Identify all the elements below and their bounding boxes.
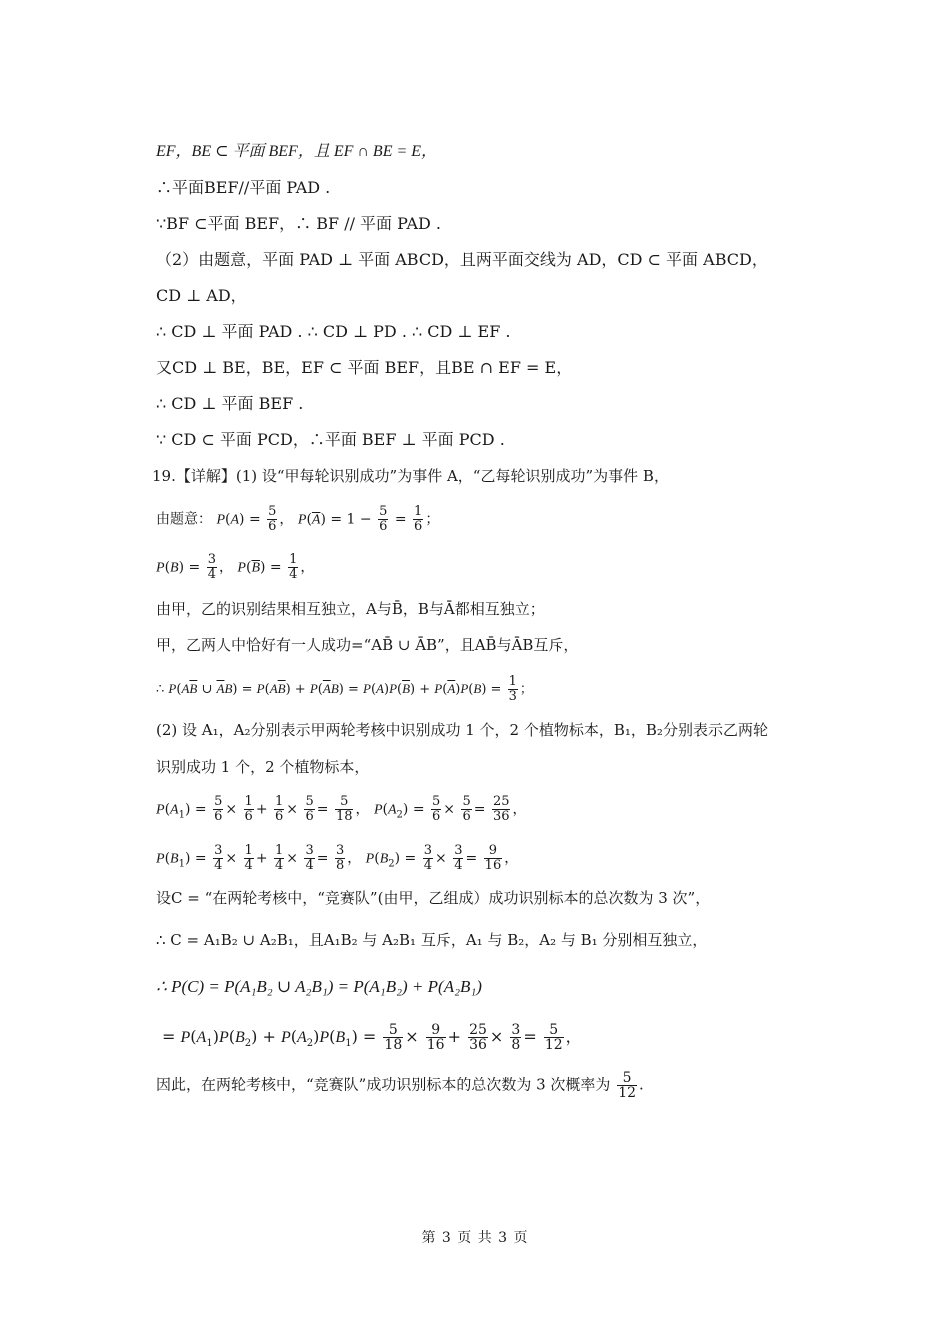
fraction: $\frac{5}{12}$: [618, 1070, 637, 1101]
fraction: $\frac{9}{16}$: [484, 843, 502, 873]
fraction: $\frac{1}{6}$: [414, 504, 423, 534]
text-line: ∴ C = A₁B₂ ∪ A₂B₁，且A₁B₂ 与 A₂B₁ 互斥，A₁ 与 B₂，A₂ 与 B₁ 分别相互独立，: [156, 931, 708, 949]
formula-line: 由题意： P(A) = $\frac{5}{6}$ ， $P(\overline{A}) = 1$ − $\frac{5}{6}$ = $\frac{1}{6}$ ；: [156, 504, 440, 534]
fraction: $\frac{9}{16}$: [426, 1022, 445, 1053]
fraction: $\frac{3}{4}$: [423, 843, 433, 873]
text-line: 设C = “在两轮考核中，“竞赛队”(由甲，乙组成）成功识别标本的总次数为 3 次”，: [156, 889, 711, 907]
text-line: ∴ CD ⊥ 平面 BEF .: [156, 394, 304, 413]
formula-line: ∴ $P(A\overline{B}$ ∪ $\overline{A}B) = P(A\overline{B}) + P(\overline{A}B) = P(A)P(\overline{B}) + P(\overline{A})P(B)$ = $\frac{1}{3}$ ；: [156, 674, 533, 704]
fraction: $\frac{25}{36}$: [492, 794, 510, 824]
fraction: $\frac{1}{4}$: [244, 843, 253, 873]
text-line: 甲，乙两人中恰好有一人成功=“AB̄ ∪ ĀB”，且AB̄与ĀB互斥，: [156, 636, 579, 654]
page-footer: 第 3 页 共 3 页: [421, 1230, 529, 1246]
text-line: ∴平面BEF//平面 PAD .: [156, 178, 331, 197]
fraction: $\frac{1}{4}$: [289, 552, 298, 582]
text-line: ∴ P(C) = P(A₁B₂ ∪ A₂B₁) = P(A₁B₂) + P(A₂B₁): [156, 977, 482, 996]
fraction: $\frac{5}{18}$: [384, 1022, 403, 1053]
fraction: $\frac{5}{6}$: [379, 504, 388, 534]
fraction: $\frac{5}{18}$: [335, 794, 353, 824]
fraction: $\frac{5}{6}$: [268, 504, 277, 534]
formula-line: = $P(A_1)P(B_2) + P(A_2)P(B_1)$ = $\frac{5}{18}$ × $\frac{9}{16}$ + $\frac{25}{36}$ × $\frac{3}{8}$ = $\frac{5}{12}$ ，: [162, 1022, 582, 1053]
fraction: $\frac{1}{6}$: [275, 794, 284, 824]
fraction: $\frac{1}{6}$: [244, 794, 253, 824]
fraction: $\frac{3}{4}$: [214, 843, 223, 873]
text-line: CD ⊥ AD，: [156, 286, 247, 305]
text-line: （2）由题意，平面 PAD ⊥ 平面 ABCD，且两平面交线为 AD，CD ⊂ 平面 ABCD，: [156, 250, 768, 269]
formula-line: $P(A_1)$ = $\frac{5}{6}$ × $\frac{1}{6}$ + $\frac{1}{6}$ × $\frac{5}{6}$ = $\frac{5}{18}$ ， $P(A_2)$ = $\frac{5}{6}$ × $\frac{5}{6}$ = $\frac{25}{36}$ ，: [156, 794, 527, 824]
text-line: ∵ CD ⊂ 平面 PCD，∴平面 BEF ⊥ 平面 PCD .: [156, 430, 505, 449]
text-prefix: 因此，在两轮考核中，“竞赛队”成功识别标本的总次数为 3 次概率为: [156, 1075, 611, 1094]
fraction: $\frac{5}{6}$: [214, 794, 223, 824]
fraction: $\frac{3}{4}$: [207, 552, 216, 582]
formula-line: P(B) = $\frac{3}{4}$ ， $P(\overline{B})$ = $\frac{1}{4}$ ，: [156, 552, 315, 582]
text-line: 由甲，乙的识别结果相互独立，A与B̄，B与Ā都相互独立；: [156, 600, 545, 618]
fraction: $\frac{3}{4}$: [305, 843, 314, 873]
fraction: $\frac{5}{6}$: [432, 794, 441, 824]
text-line: ∵BF ⊂平面 BEF，∴ BF // 平面 PAD .: [156, 214, 441, 233]
text-line: ∴ CD ⊥ 平面 PAD . ∴ CD ⊥ PD . ∴ CD ⊥ EF .: [156, 322, 511, 341]
text-prefix: 由题意：: [156, 511, 212, 528]
fraction: $\frac{3}{8}$: [335, 843, 345, 873]
text-line: (2) 设 A₁，A₂分别表示甲两轮考核中识别成功 1 个，2 个植物标本，B₁，B₂分别表示乙两轮: [156, 721, 768, 739]
text-line: 又CD ⊥ BE，BE，EF ⊂ 平面 BEF，且BE ∩ EF = E，: [156, 358, 573, 377]
fraction: $\frac{3}{8}$: [511, 1022, 521, 1053]
fraction: $\frac{5}{12}$: [544, 1022, 563, 1053]
fraction: $\frac{25}{36}$: [469, 1022, 487, 1053]
formula-line: $P(B_1)$ = $\frac{3}{4}$ × $\frac{1}{4}$ + $\frac{1}{4}$ × $\frac{3}{4}$ = $\frac{3}{8}$ ， $P(B_2)$ = $\frac{3}{4}$ × $\frac{3}{4}$ = $\frac{9}{16}$ ，: [156, 843, 519, 873]
fraction: $\frac{3}{4}$: [454, 843, 463, 873]
fraction: $\frac{5}{6}$: [305, 794, 314, 824]
text-line: EF，BE ⊂ 平面 BEF，且 EF ∩ BE = E，: [156, 143, 438, 160]
formula-line: 因此，在两轮考核中，“竞赛队”成功识别标本的总次数为 3 次概率为 $\frac{5}{12}$ .: [156, 1070, 644, 1101]
text-line: 识别成功 1 个，2 个植物标本，: [156, 758, 370, 776]
fraction: $\frac{1}{4}$: [275, 843, 284, 873]
text-line: 19.【详解】(1) 设“甲每轮识别成功”为事件 A，“乙每轮识别成功”为事件 B，: [152, 467, 669, 485]
fraction: $\frac{5}{6}$: [462, 794, 471, 824]
fraction: $\frac{1}{3}$: [508, 674, 517, 704]
